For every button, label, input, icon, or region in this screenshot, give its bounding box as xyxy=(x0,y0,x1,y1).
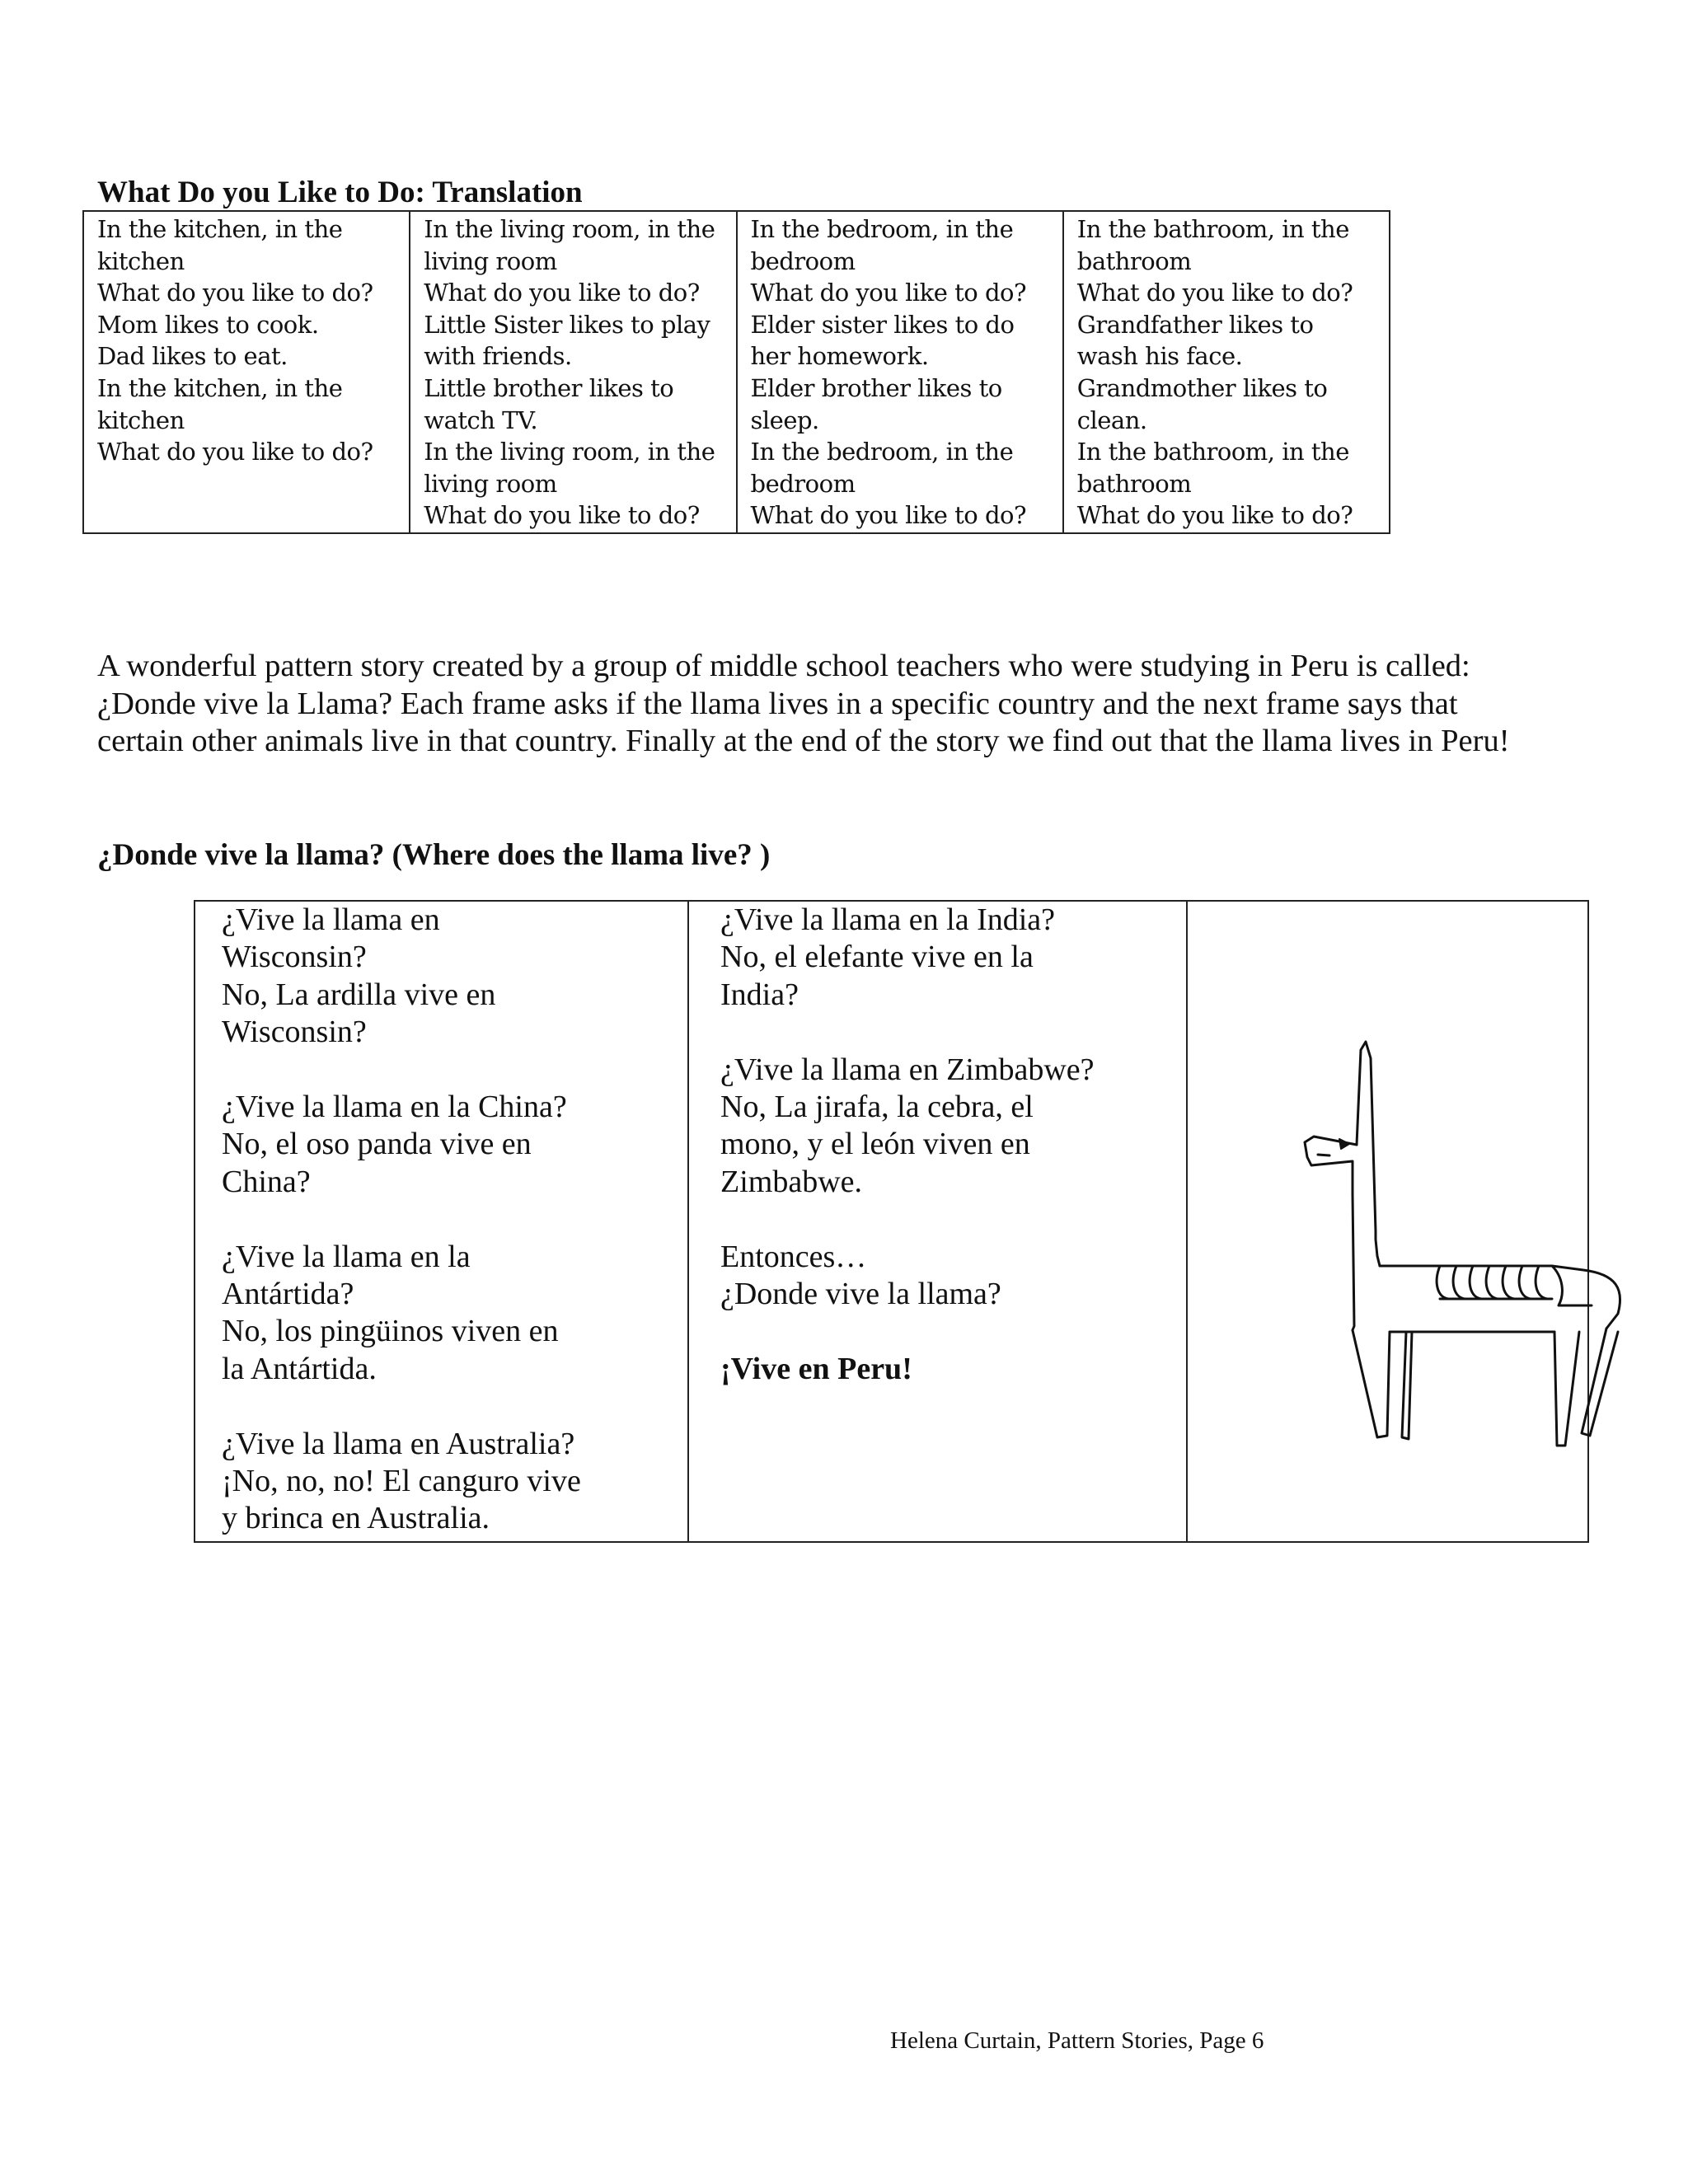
llama-story-table xyxy=(194,900,1589,1543)
stanza-australia: ¿Vive la llama en Australia? ¡No, no, no! El canguro vive y brinca en Australia. xyxy=(222,1426,581,1536)
page-footer: Helena Curtain, Pattern Stories, Page 6 xyxy=(890,2027,1264,2054)
llama-story-heading: ¿Donde vive la llama? (Where does the llama live? ) xyxy=(97,838,771,872)
stanza-zimbabwe: ¿Vive la llama en Zimbabwe? No, La jirafa, la cebra, el mono, y el león viven en Zimbabwe. xyxy=(720,1052,1095,1199)
table-row xyxy=(83,211,1390,533)
final-answer: ¡Vive en Peru! xyxy=(720,1351,912,1386)
stanza-wisconsin: ¿Vive la llama en Wisconsin? No, La ardilla vive en Wisconsin? xyxy=(222,902,496,1050)
stanza-antartida: ¿Vive la llama en la Antártida? No, los pingüinos viven en la Antártida. xyxy=(222,1239,559,1386)
translation-table xyxy=(82,210,1390,534)
stanza-china: ¿Vive la llama en la China? No, el oso panda vive en China? xyxy=(222,1090,567,1199)
table-cell-bedroom: In the bedroom, in the bedroom What do you like to do? Elder sister likes to do her homework. Elder brother likes to sleep. In the bedroom, in the bedroom What do you like to do? xyxy=(737,211,1063,533)
stanza-entonces: Entonces… ¿Donde vive la llama? xyxy=(720,1239,1001,1312)
table-cell-living-room: In the living room, in the living room What do you like to do? Little Sister likes to play with friends. Little brother likes to watch TV. In the living room, in the living room What do you like to do? xyxy=(410,211,736,533)
table-cell-bathroom: In the bathroom, in the bathroom What do you like to do? Grandfather likes to wash his face. Grandmother likes to clean. In the bathroom, in the bathroom What do you like to do? xyxy=(1063,211,1390,533)
table-cell-kitchen: In the kitchen, in the kitchen What do you like to do? Mom likes to cook. Dad likes to eat. In the kitchen, in the kitchen What do you like to do? xyxy=(83,211,410,533)
translation-heading: What Do you Like to Do: Translation xyxy=(97,176,583,209)
story-column-3 xyxy=(1187,901,1588,1542)
table-row xyxy=(195,901,1588,1542)
story-column-2 xyxy=(688,901,1187,1542)
intro-paragraph: A wonderful pattern story created by a group of middle school teachers who were studying in Peru is called: ¿Donde vive la Llama? Each frame asks if the llama lives in a specific country and the next frame says that certain other animals live in that country. Finally at the end of the story we find out that the llama lives in Peru! xyxy=(97,649,1510,758)
story-column-1 xyxy=(195,901,688,1542)
llama-drawing xyxy=(1229,959,1658,1454)
stanza-india: ¿Vive la llama en la India? No, el elefante vive en la India? xyxy=(720,902,1056,1012)
